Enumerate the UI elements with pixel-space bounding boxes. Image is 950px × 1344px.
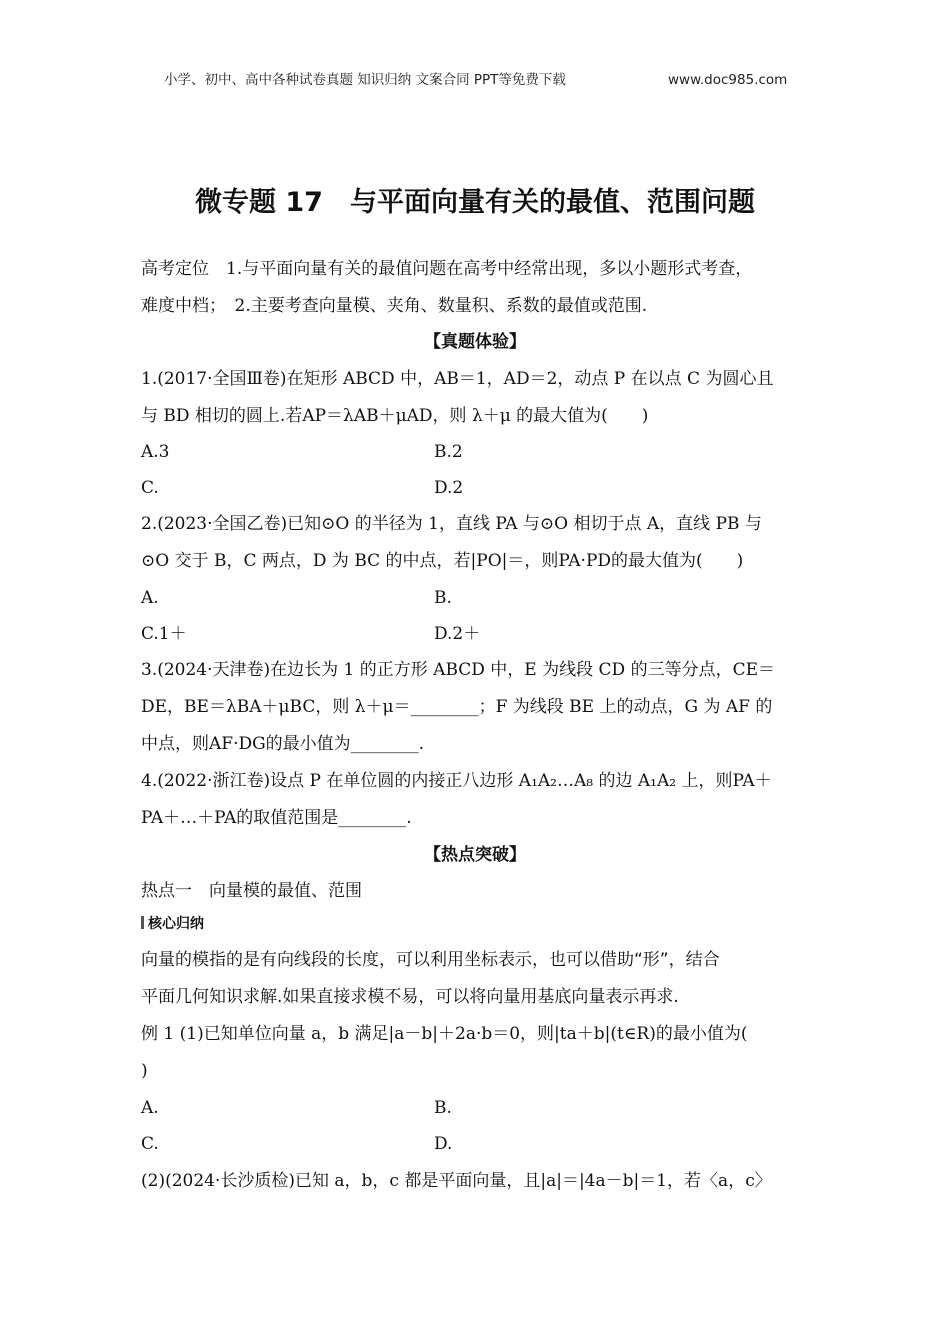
ex1-part-2-line: (2)(2024·长沙质检)已知 a，b，c 都是平面向量，且|a|＝|4a－b|＝1，若〈a，c〉 [141,1171,772,1191]
q1-option-b: B.2 [434,442,463,462]
q1-option-a: A.3 [141,442,170,462]
q2-line-1: 2.(2023·全国乙卷)已知⊙O 的半径为 1，直线 PA 与⊙O 相切于点 A，直线 PB 与 [141,514,762,534]
q2-option-d: D.2＋ [434,624,481,644]
core-line-1: 向量的模指的是有向线段的长度，可以利用坐标表示，也可以借助“形”，结合 [141,950,720,970]
hotspot-title: 热点一 向量模的最值、范围 [141,881,362,901]
core-summary-text: 核心归纳 [148,916,204,932]
positioning-line-2: 难度中档； 2.主要考查向量模、夹角、数量积、系数的最值或范围. [141,296,648,316]
positioning-line-1: 高考定位 1.与平面向量有关的最值问题在高考中经常出现，多以小题形式考查， [141,259,753,279]
core-summary-label [141,912,204,936]
q1-line-2: 与 BD 相切的圆上.若AP＝λAB＋μAD，则 λ＋μ 的最大值为( ) [141,406,649,426]
header-left: 小学、初中、高中各种试卷真题 知识归纳 文案合同 PPT等免费下载 [164,72,566,88]
q2-option-b: B. [434,588,452,608]
page-title: 微专题 17 与平面向量有关的最值、范围问题 [195,187,755,218]
q1-option-c: C. [141,478,159,498]
q1-line-1: 1.(2017·全国Ⅲ卷)在矩形 ABCD 中，AB＝1，AD＝2，动点 P 在以点 C 为圆心且 [141,369,774,389]
ex1-line-1: 例 1 (1)已知单位向量 a，b 满足|a－b|＋2a·b＝0，则|ta＋b|(t∈R)的最小值为( [141,1024,748,1044]
section-heading-hotspots: 【热点突破】 [424,845,526,865]
q1-option-d: D.2 [434,478,464,498]
q4-line-2: PA＋…＋PA的取值范围是________. [141,808,412,828]
ex1-option-d: D. [434,1134,453,1154]
q4-line-1: 4.(2022·浙江卷)设点 P 在单位圆的内接正八边形 A₁A₂…A₈ 的边 A₁A₂ 上，则PA＋ [141,771,772,791]
q3-line-2: DE，BE＝λBA＋μBC，则 λ＋μ＝________；F 为线段 BE 上的动点，G 为 AF 的 [141,697,773,717]
section-heading-real-exam: 【真题体验】 [424,332,526,352]
ex1-option-c: C. [141,1134,159,1154]
ex1-option-b: B. [434,1098,452,1118]
header-right: www.doc985.com [668,72,788,88]
label-bar-icon [141,916,144,929]
ex1-option-a: A. [141,1098,159,1118]
q2-line-2: ⊙O 交于 B，C 两点，D 为 BC 的中点，若|PO|＝，则PA·PD的最大值为( ) [141,551,744,571]
q2-option-c: C.1＋ [141,624,187,644]
core-line-2: 平面几何知识求解.如果直接求模不易，可以将向量用基底向量表示再求. [141,987,679,1007]
q2-option-a: A. [141,588,159,608]
ex1-line-2: ) [141,1061,148,1081]
q3-line-3: 中点，则AF·DG的最小值为________. [141,734,425,754]
q3-line-1: 3.(2024·天津卷)在边长为 1 的正方形 ABCD 中，E 为线段 CD 的三等分点，CE＝ [141,660,775,680]
